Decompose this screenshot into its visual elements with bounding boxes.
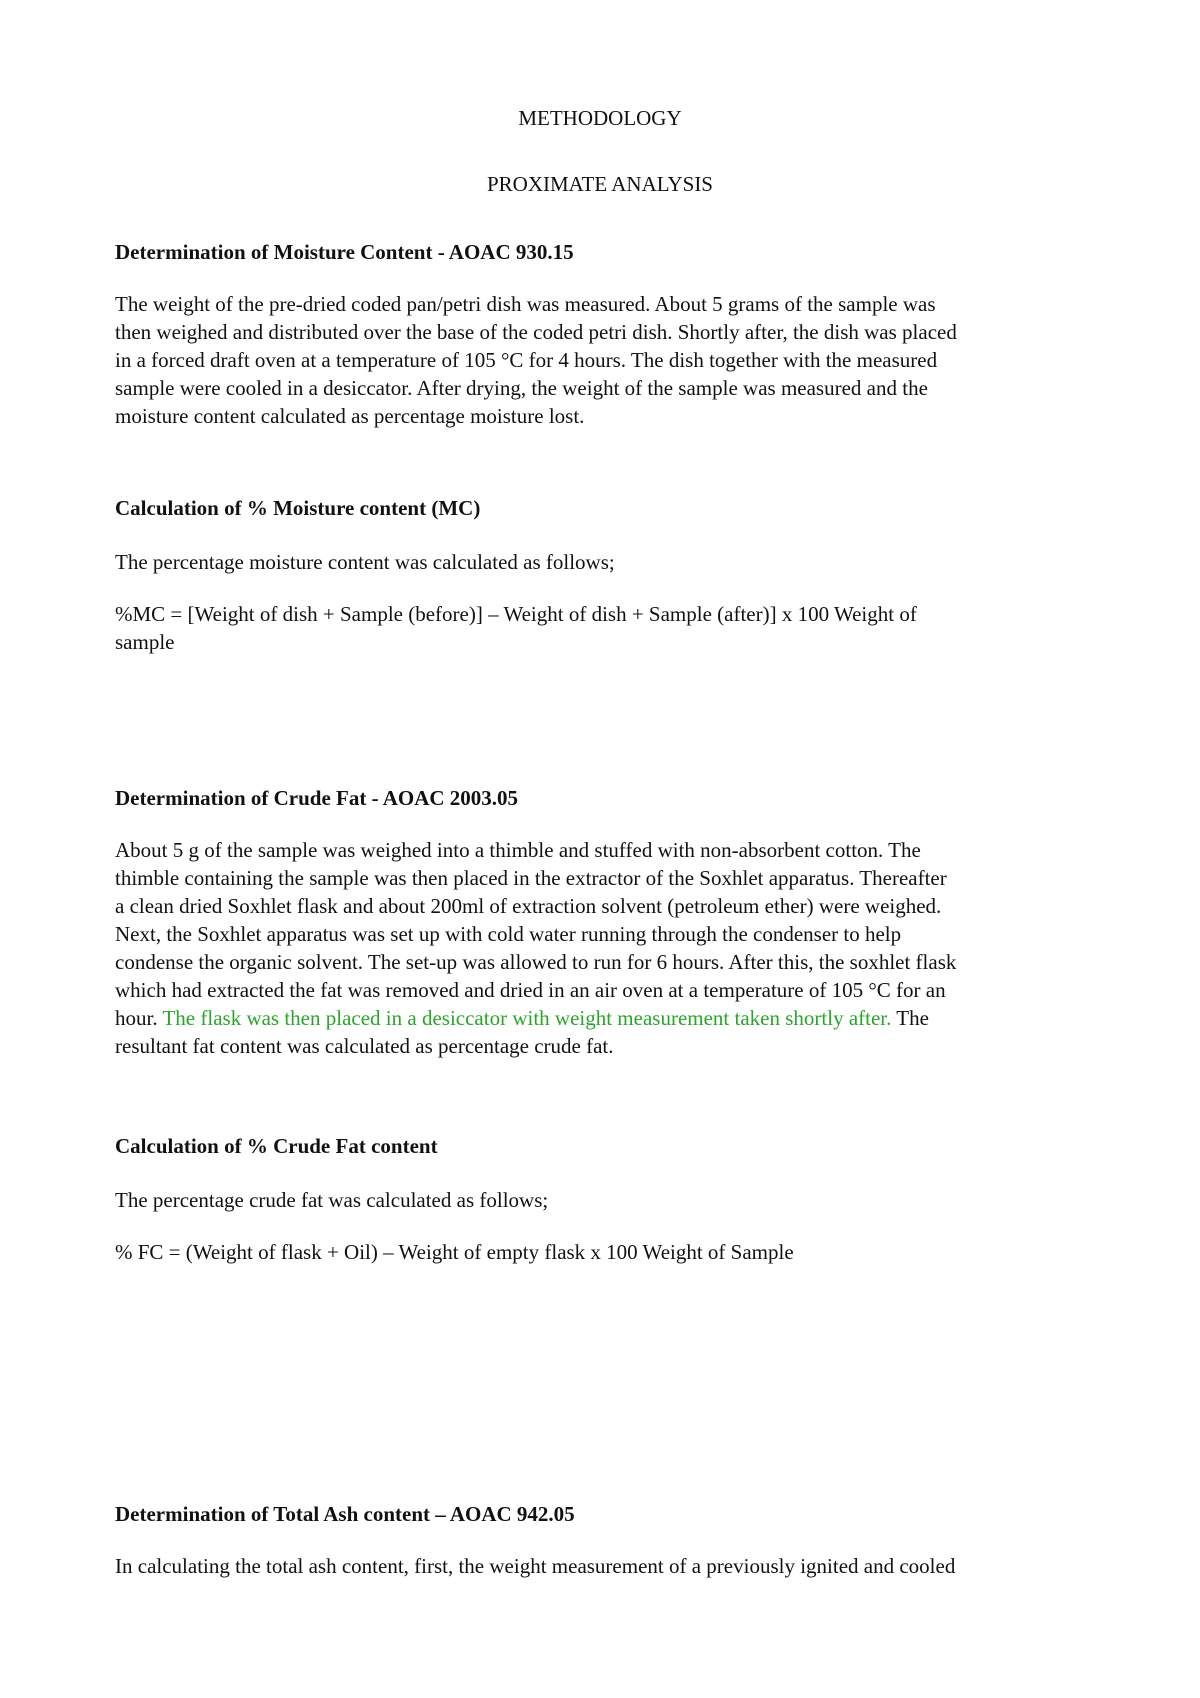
- formula-line: sample: [115, 630, 175, 654]
- text-line: then weighed and distributed over the base of the coded petri dish. Shortly after, the dish was placed: [115, 320, 957, 344]
- text-segment: The: [891, 1006, 929, 1030]
- page-title: METHODOLOGY: [518, 106, 682, 130]
- highlighted-text: The flask was then placed in a desiccator with weight measurement taken shortly after.: [162, 1006, 892, 1030]
- mc-calc-heading: Calculation of % Moisture content (MC): [115, 496, 481, 520]
- fat-calc-heading: Calculation of % Crude Fat content: [115, 1134, 438, 1158]
- text-line: The weight of the pre-dried coded pan/petri dish was measured. About 5 grams of the sample was: [115, 292, 936, 316]
- moisture-heading: Determination of Moisture Content - AOAC 930.15: [115, 240, 574, 264]
- ash-heading: Determination of Total Ash content – AOAC 942.05: [115, 1502, 575, 1526]
- text-line: sample were cooled in a desiccator. After drying, the weight of the sample was measured and the: [115, 376, 928, 400]
- moisture-paragraph: [115, 290, 957, 430]
- page-subtitle: PROXIMATE ANALYSIS: [486, 172, 713, 196]
- text-line: moisture content calculated as percentage moisture lost.: [115, 404, 585, 428]
- formula-line: %MC = [Weight of dish + Sample (before)] – Weight of dish + Sample (after)] x 100 Weight of: [115, 602, 917, 626]
- fat-formula: % FC = (Weight of flask + Oil) – Weight of empty flask x 100 Weight of Sample: [115, 1240, 794, 1264]
- fat-paragraph: [115, 836, 956, 1060]
- mc-calc-intro: The percentage moisture content was calculated as follows;: [115, 550, 615, 574]
- text-line: which had extracted the fat was removed and dried in an air oven at a temperature of 105 °C for an: [115, 978, 946, 1002]
- ash-paragraph: In calculating the total ash content, first, the weight measurement of a previously ignited and cooled: [115, 1554, 956, 1578]
- fat-calc-intro: The percentage crude fat was calculated as follows;: [115, 1188, 549, 1212]
- text-line: [115, 1004, 956, 1032]
- text-line: About 5 g of the sample was weighed into a thimble and stuffed with non-absorbent cotton. The: [115, 838, 921, 862]
- text-line: in a forced draft oven at a temperature of 105 °C for 4 hours. The dish together with the measured: [115, 348, 938, 372]
- fat-heading: Determination of Crude Fat - AOAC 2003.05: [115, 786, 519, 810]
- text-segment: hour.: [115, 1006, 163, 1030]
- text-line: condense the organic solvent. The set-up was allowed to run for 6 hours. After this, the soxhlet flask: [115, 950, 957, 974]
- text-line: a clean dried Soxhlet flask and about 200ml of extraction solvent (petroleum ether) were weighed.: [115, 894, 942, 918]
- text-line: Next, the Soxhlet apparatus was set up with cold water running through the condenser to help: [115, 922, 902, 946]
- text-line: resultant fat content was calculated as percentage crude fat.: [115, 1034, 614, 1058]
- mc-formula: [115, 600, 917, 656]
- text-line: thimble containing the sample was then placed in the extractor of the Soxhlet apparatus. Thereafter: [115, 866, 947, 890]
